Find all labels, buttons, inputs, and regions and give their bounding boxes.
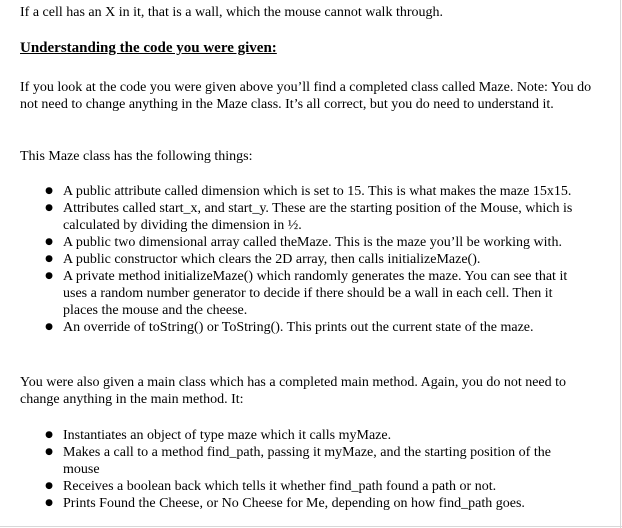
bullet-icon: ● xyxy=(45,322,53,332)
section-heading: Understanding the code you were given: xyxy=(20,40,277,56)
page-border-bottom xyxy=(0,526,622,527)
paragraph-main-class: You were also given a main class which has a completed main method. Again, you do not need to change anything in the main method. It: xyxy=(20,375,567,407)
bullet-icon: ● xyxy=(45,254,53,264)
list-item xyxy=(0,427,583,444)
list-item xyxy=(0,234,583,251)
list-item xyxy=(0,268,583,319)
bullet-icon: ● xyxy=(45,481,53,491)
bullet-icon: ● xyxy=(45,237,53,247)
bullet-icon: ● xyxy=(45,447,53,457)
bullet-icon: ● xyxy=(45,186,53,196)
list-item xyxy=(0,319,583,336)
list-item-text: Attributes called start_x, and start_y. These are the starting position of the Mouse, which is calculated by dividing the dimension in ½. xyxy=(63,201,573,233)
list-item-text: Instantiates an object of type maze which it calls myMaze. xyxy=(63,428,392,443)
list-item xyxy=(0,495,583,512)
list-item xyxy=(0,200,583,234)
list-item xyxy=(0,478,583,495)
list-item-text: Receives a boolean back which tells it whether find_path found a path or not. xyxy=(63,479,497,494)
list-item xyxy=(0,183,583,200)
list-item-text: A public two dimensional array called theMaze. This is the maze you’ll be working with. xyxy=(63,235,562,250)
main-method-list xyxy=(0,427,583,512)
bullet-icon: ● xyxy=(45,430,53,440)
page-border-right xyxy=(620,0,621,528)
list-item-text: A public attribute called dimension which is set to 15. This is what makes the maze 15x15. xyxy=(63,184,572,199)
list-item-text: Makes a call to a method find_path, passing it myMaze, and the starting position of the mouse xyxy=(63,445,551,477)
list-item-text: Prints Found the Cheese, or No Cheese for Me, depending on how find_path goes. xyxy=(63,496,525,511)
list-item xyxy=(0,444,583,478)
maze-features-list xyxy=(0,183,583,336)
list-item-text: An override of toString() or ToString(). This prints out the current state of the maze. xyxy=(63,320,534,335)
paragraph-maze-intro: This Maze class has the following things: xyxy=(20,149,253,164)
bullet-icon: ● xyxy=(45,271,53,281)
bullet-icon: ● xyxy=(45,203,53,213)
list-item-text: A private method initializeMaze() which randomly generates the maze. You can see that it uses a random number generator to decide if there should be a wall in each cell. Then it places the mouse and the cheese. xyxy=(63,269,568,318)
intro-line: If a cell has an X in it, that is a wall, which the mouse cannot walk through. xyxy=(20,5,444,20)
paragraph-maze-class: If you look at the code you were given above you’ll find a completed class called Maze. Note: You do not need to change anything in the Maze class. It’s all correct, but you do need to understand it. xyxy=(20,80,592,112)
bullet-icon: ● xyxy=(45,498,53,508)
list-item xyxy=(0,251,583,268)
list-item-text: A public constructor which clears the 2D array, then calls initializeMaze(). xyxy=(63,252,481,267)
